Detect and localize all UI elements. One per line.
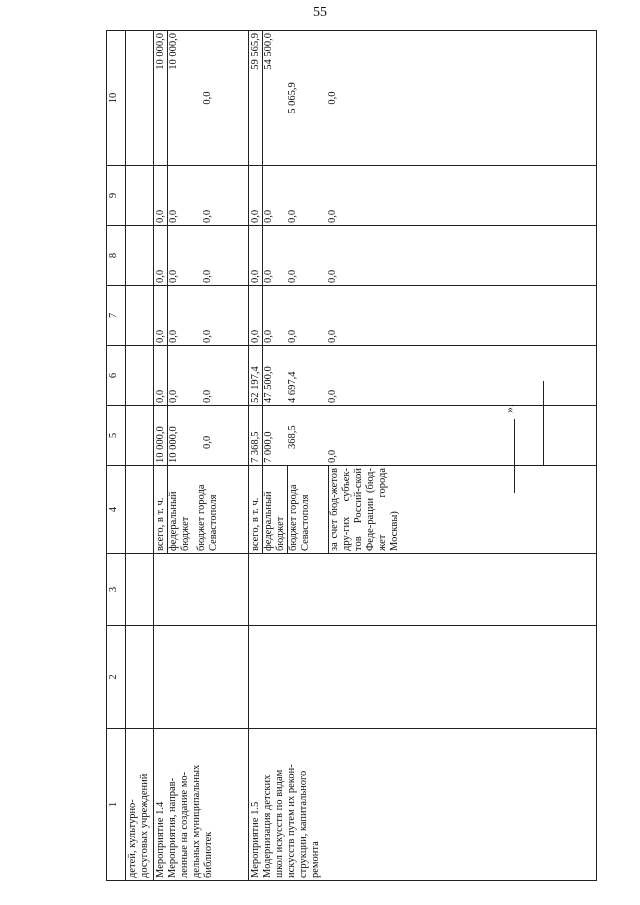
empty-cell bbox=[126, 226, 154, 286]
value-cell bbox=[154, 31, 249, 166]
value-cell bbox=[154, 166, 249, 226]
source-label: за счет бюд-жетов дру-гих субъек-тов Россий-ской Феде-рации (бюд-жет города Москвы) bbox=[329, 468, 400, 551]
value: 0,0 bbox=[202, 389, 213, 403]
value: 5 065,9 bbox=[287, 82, 298, 114]
value: 10 000,0 bbox=[155, 33, 166, 70]
value: 0,0 bbox=[202, 435, 213, 449]
source-label: всего, в т. ч. bbox=[250, 497, 261, 551]
source-label: федеральный бюджет bbox=[167, 466, 192, 553]
value: 0,0 bbox=[327, 209, 338, 223]
col-header: 9 bbox=[107, 166, 126, 226]
value: 0,0 bbox=[250, 329, 261, 343]
value: 10 000,0 bbox=[167, 31, 192, 165]
source-label: всего, в т. ч. bbox=[155, 497, 166, 551]
empty-cell bbox=[126, 31, 154, 166]
value: 54 500,0 bbox=[262, 31, 287, 165]
col-header: 10 bbox=[107, 31, 126, 166]
col-header: 3 bbox=[107, 554, 126, 626]
value: 47 500,0 bbox=[262, 346, 287, 405]
empty-cell bbox=[126, 346, 154, 406]
empty-cell bbox=[126, 554, 154, 626]
blank-line bbox=[543, 381, 544, 466]
value: 0,0 bbox=[250, 269, 261, 283]
value: 0,0 bbox=[287, 269, 298, 283]
text-line: ленные на создание мо- bbox=[179, 771, 190, 878]
value: 0,0 bbox=[202, 269, 213, 283]
blank-line bbox=[514, 419, 515, 493]
value: 0,0 bbox=[327, 449, 338, 463]
value: 0,0 bbox=[155, 269, 166, 283]
value: 0,0 bbox=[155, 329, 166, 343]
col-header: 6 bbox=[107, 346, 126, 406]
value: 0,0 bbox=[262, 226, 287, 285]
measure-description bbox=[154, 729, 249, 881]
value-cell bbox=[249, 166, 597, 226]
empty-cell bbox=[154, 554, 249, 626]
value: 0,0 bbox=[167, 346, 192, 405]
text-line: Мероприятие 1.4 bbox=[155, 801, 166, 878]
empty-cell bbox=[249, 554, 597, 626]
value-cell bbox=[249, 406, 597, 466]
value: 0,0 bbox=[250, 209, 261, 223]
value: 368,5 bbox=[287, 425, 298, 449]
value: 0,0 bbox=[327, 269, 338, 283]
funding-source bbox=[154, 466, 249, 554]
value-cell bbox=[249, 31, 597, 166]
value: 0,0 bbox=[287, 329, 298, 343]
value-cell bbox=[249, 286, 597, 346]
value: 10 000,0 bbox=[167, 406, 192, 465]
program-table bbox=[106, 30, 597, 881]
text-line: дельных муниципальных bbox=[191, 764, 202, 878]
text-line: детей, культурно- bbox=[127, 799, 138, 878]
value: 0,0 bbox=[202, 329, 213, 343]
value: 4 697,4 bbox=[287, 371, 298, 403]
rotated-table-wrapper bbox=[106, 31, 615, 881]
text-line: Модернизация детских bbox=[262, 774, 273, 878]
col-header: 5 bbox=[107, 406, 126, 466]
empty-cell bbox=[126, 286, 154, 346]
empty-cell bbox=[126, 166, 154, 226]
table-row-measure-1-4 bbox=[154, 31, 249, 881]
value: 0,0 bbox=[167, 286, 192, 345]
empty-cell bbox=[126, 626, 154, 729]
empty-cell bbox=[154, 626, 249, 729]
col-header: 8 bbox=[107, 226, 126, 286]
col-header: 4 bbox=[107, 466, 126, 554]
text-line: струкции, капитального bbox=[298, 770, 309, 878]
value: 59 565,9 bbox=[250, 33, 261, 70]
text-line: досуговых учреждений bbox=[139, 773, 150, 878]
value: 0,0 bbox=[155, 389, 166, 403]
value-cell bbox=[154, 346, 249, 406]
table-row-measure-1-5 bbox=[249, 31, 597, 881]
table-row-continuation bbox=[126, 31, 154, 881]
value: 0,0 bbox=[327, 329, 338, 343]
empty-cell bbox=[249, 626, 597, 729]
text-line: ремонта bbox=[310, 841, 321, 878]
col-header: 2 bbox=[107, 626, 126, 729]
header-row bbox=[107, 31, 126, 881]
empty-cell bbox=[126, 406, 154, 466]
value-cell bbox=[154, 226, 249, 286]
text-line: Мероприятия, направ- bbox=[167, 777, 178, 878]
value: 0,0 bbox=[202, 209, 213, 223]
value: 7 368,5 bbox=[250, 431, 261, 463]
page-number: 55 bbox=[313, 5, 327, 20]
value: 10 000,0 bbox=[155, 426, 166, 463]
empty-cell bbox=[126, 466, 154, 554]
value: 0,0 bbox=[327, 389, 338, 403]
value: 52 197,4 bbox=[250, 366, 261, 403]
cell-continuation bbox=[126, 729, 154, 881]
col-header: 7 bbox=[107, 286, 126, 346]
value: 0,0 bbox=[287, 209, 298, 223]
value-cell bbox=[154, 286, 249, 346]
value: 0,0 bbox=[155, 209, 166, 223]
text-line: библиотек bbox=[203, 831, 214, 878]
value: 0,0 bbox=[262, 286, 287, 345]
text-line: искусств путем их рекон- bbox=[286, 764, 297, 878]
text-line: Мероприятие 1.5 bbox=[250, 801, 261, 878]
col-header: 1 bbox=[107, 729, 126, 881]
value: 0,0 bbox=[167, 166, 192, 225]
measure-description bbox=[249, 729, 597, 881]
source-label: федеральный бюджет bbox=[262, 466, 287, 553]
value: 0,0 bbox=[202, 91, 213, 105]
value: 0,0 bbox=[167, 226, 192, 285]
value-cell bbox=[154, 406, 249, 466]
value-cell bbox=[249, 226, 597, 286]
value: 7 000,0 bbox=[262, 406, 287, 465]
source-label: бюджет города Севастополя bbox=[196, 484, 219, 551]
closing-quote: ». bbox=[502, 404, 516, 413]
value: 0,0 bbox=[262, 166, 287, 225]
source-label: бюджет города Севастополя bbox=[287, 466, 328, 553]
value-cell bbox=[249, 346, 597, 406]
text-line: школ искусств по видам bbox=[274, 769, 285, 878]
funding-source bbox=[249, 466, 597, 554]
value: 0,0 bbox=[327, 91, 338, 105]
